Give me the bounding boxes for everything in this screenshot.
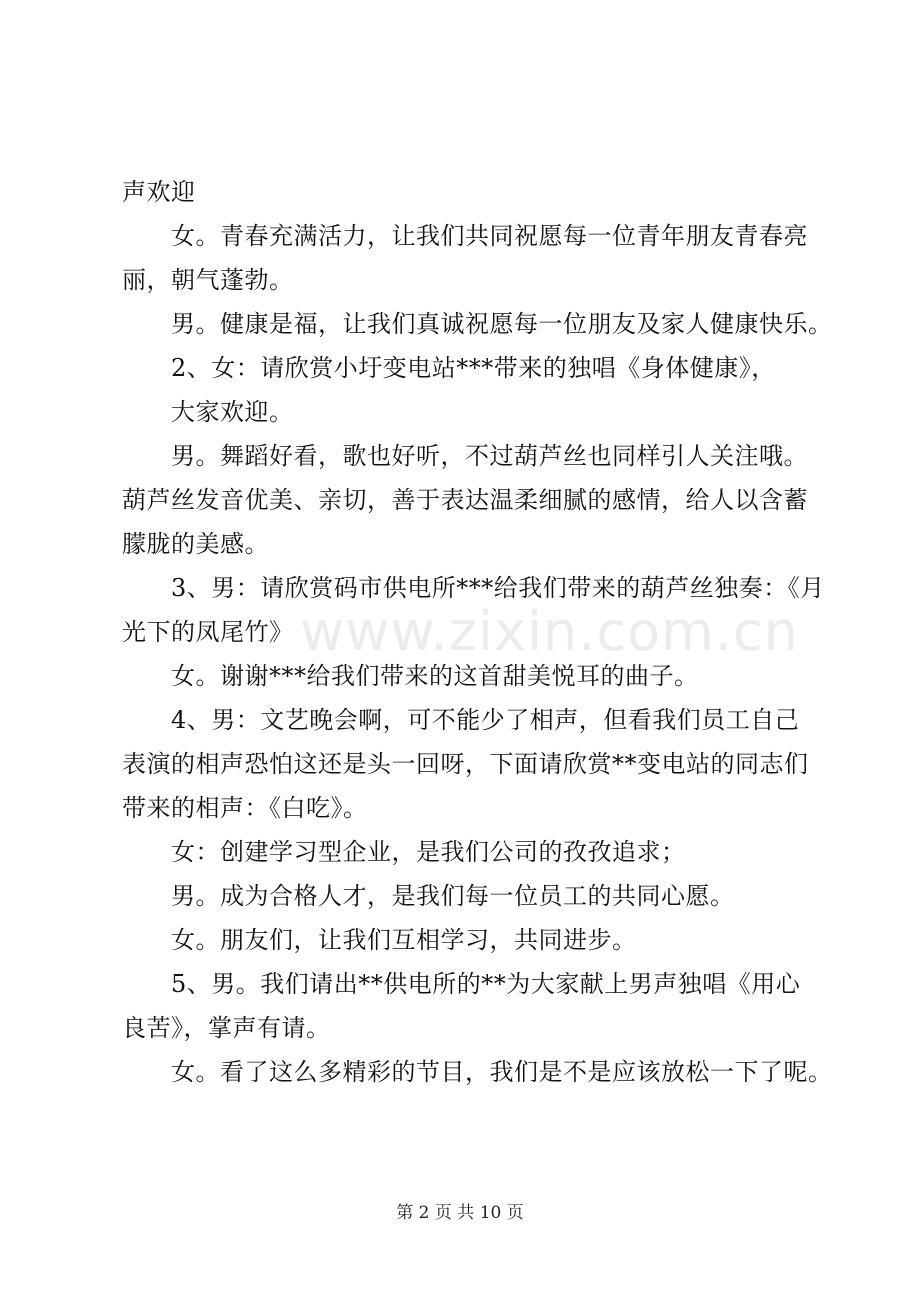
text-line: 男。成为合格人才，是我们每一位员工的共同心愿。 [171,882,735,910]
text-line: 男。舞蹈好看，歌也好听，不过葫芦丝也同样引人关注哦。 [171,442,808,470]
watermark: www.zixin.com.cn [300,600,799,663]
text-line: 女。看了这么多精彩的节目，我们是不是应该放松一下了呢。 [171,1058,833,1086]
text-line: 男。健康是福，让我们真诚祝愿每一位朋友及家人健康快乐。 [171,310,833,338]
text-line: 大家欢迎。 [171,398,294,426]
text-line: 女：创建学习型企业，是我们公司的孜孜追求； [171,838,686,866]
text-line: 声欢迎 [122,178,196,206]
text-line: 朦胧的美感。 [122,530,269,558]
text-line: 5、男。我们请出**供电所的**为大家献上男声独唱《用心 [171,970,801,998]
text-line: 2、女：请欣赏小圩变电站***带来的独唱《身体健康》， [171,354,776,382]
document-body [122,170,833,1094]
text-line: 3、男：请欣赏码市供电所***给我们带来的葫芦丝独奏：《月 [171,574,825,602]
text-line: 良苦》，掌声有请。 [122,1014,331,1042]
text-line: 葫芦丝发音优美、亲切，善于表达温柔细腻的感情，给人以含蓄 [122,486,808,514]
text-line: 丽，朝气蓬勃。 [122,266,294,294]
text-line: 光下的凤尾竹》 [122,618,294,646]
text-line: 表演的相声恐怕这还是头一回呀，下面请欣赏**变电站的同志们 [122,750,809,778]
text-line: 女。朋友们，让我们互相学习，共同进步。 [171,926,637,954]
text-line: 4、男：文艺晚会啊，可不能少了相声，但看我们员工自己 [171,706,800,734]
text-line: 女。谢谢***给我们带来的这首甜美悦耳的曲子。 [171,662,699,690]
text-line: 女。青春充满活力，让我们共同祝愿每一位青年朋友青春亮 [171,222,808,250]
page-footer: 第 2 页 共 10 页 [396,1203,524,1223]
text-line: 带来的相声：《白吃》。 [122,794,368,822]
